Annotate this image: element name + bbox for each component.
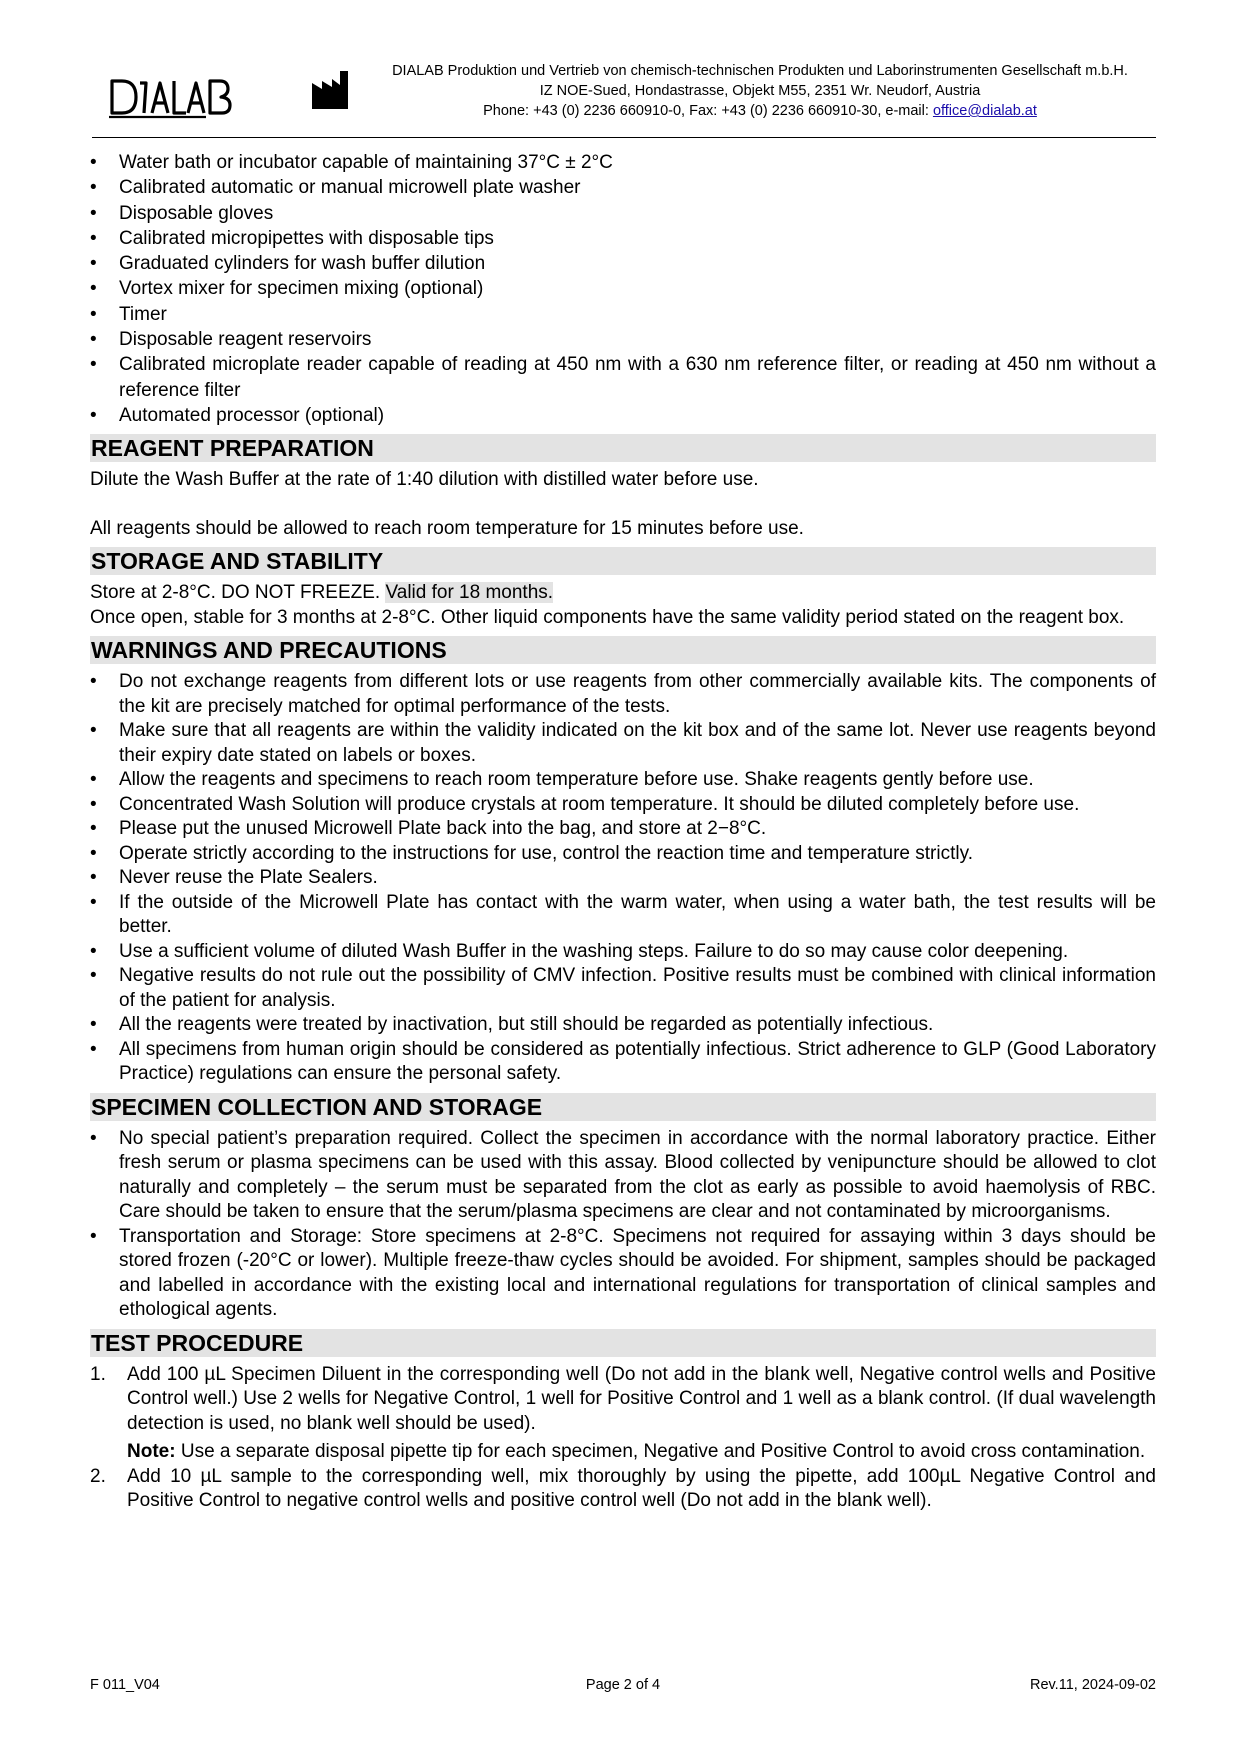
- stability-text: Once open, stable for 3 months at 2-8°C. Other liquid components have the same validity period stated on the reagent box.: [90, 606, 1125, 628]
- company-info: [358, 61, 1162, 121]
- revision: Rev.11, 2024-09-02: [1029, 1677, 1156, 1693]
- procedure-note: [127, 1440, 1156, 1465]
- section-title-reagent-preparation: REAGENT PREPARATION: [90, 434, 1156, 462]
- specimen-item: • Transportation and Storage: Store specimens at 2-8°C. Specimens not required for assaying within 3 days should be stored frozen (-20°C or lower). Multiple freeze-thaw cycles should be avoided. For shipment, samples should be packaged and labelled in accordance with the existing local and international regulations for transportation of clinical samples and ethological agents.: [90, 1225, 1156, 1323]
- equipment-item: • Water bath or incubator capable of maintaining 37°C ± 2°C: [90, 150, 1156, 175]
- equipment-item: • Calibrated micropipettes with disposable tips: [90, 226, 1156, 251]
- storage-condition: Store at 2-8°C. DO NOT FREEZE.: [90, 582, 386, 604]
- warning-item: • Do not exchange reagents from different lots or use reagents from other commercially available kits. The components of the kit are precisely matched for optimal performance of the tests.: [90, 670, 1156, 719]
- warnings-list: [90, 670, 1156, 1087]
- equipment-item: • Timer: [90, 302, 1156, 327]
- warning-item: • Allow the reagents and specimens to reach room temperature before use. Shake reagents gently before use.: [90, 768, 1156, 793]
- company-contact: [358, 101, 1162, 121]
- form-id: F 011_V04: [90, 1677, 160, 1693]
- warning-item: • Make sure that all reagents are within the validity indicated on the kit box and of the same lot. Never use reagents beyond their expiry date stated on labels or boxes.: [90, 719, 1156, 768]
- header-divider: [92, 137, 1156, 138]
- equipment-item: • Calibrated automatic or manual microwell plate washer: [90, 175, 1156, 200]
- reagent-temperature-text: All reagents should be allowed to reach room temperature for 15 minutes before use.: [90, 517, 804, 539]
- step-text: Add 100 µL Specimen Diluent in the corresponding well (Do not add in the blank well, Negative control wells and Positive Control well.) Use 2 wells for Negative Control, 1 well for Positive Control and 1 well as a blank control. (If dual wavelength detection is used, no blank well should be used).: [127, 1363, 1156, 1434]
- step-number: 2.: [90, 1465, 106, 1487]
- section-title-specimen: SPECIMEN COLLECTION AND STORAGE: [90, 1093, 1156, 1121]
- specimen-item: • No special patient’s preparation required. Collect the specimen in accordance with the normal laboratory practice. Either fresh serum or plasma specimens can be used with this assay. Blood collected by venipuncture should be allowed to clot naturally and completely – the serum must be separated from the clot as early as possible to avoid haemolysis of RBC. Care should be taken to ensure that the serum/plasma specimens are clear and not contaminated by microorganisms.: [90, 1127, 1156, 1225]
- contact-phone-fax: Phone: +43 (0) 2236 660910-0, Fax: +43 (0) 2236 660910-30, e-mail:: [483, 103, 933, 119]
- warning-item: • Never reuse the Plate Sealers.: [90, 866, 1156, 891]
- procedure-step: [90, 1465, 1156, 1514]
- storage-text: [90, 581, 1156, 606]
- warning-item: • All the reagents were treated by inactivation, but still should be regarded as potentially infectious.: [90, 1013, 1156, 1038]
- equipment-item: • Disposable reagent reservoirs: [90, 327, 1156, 352]
- validity-highlight: Valid for 18 months.: [385, 582, 554, 604]
- procedure-step: [90, 1363, 1156, 1465]
- procedure-steps: [90, 1363, 1156, 1514]
- warning-item: • All specimens from human origin should be considered as potentially infectious. Strict adherence to GLP (Good Laboratory Practice) regulations can ensure the personal safety.: [90, 1038, 1156, 1087]
- warning-item: • Negative results do not rule out the possibility of CMV infection. Positive results must be combined with clinical information of the patient for analysis.: [90, 964, 1156, 1013]
- reagent-preparation-text: Dilute the Wash Buffer at the rate of 1:40 dilution with distilled water before use.: [90, 469, 759, 491]
- equipment-item: • Graduated cylinders for wash buffer dilution: [90, 251, 1156, 276]
- note-text: Use a separate disposal pipette tip for each specimen, Negative and Positive Control to avoid cross contamination.: [175, 1441, 1146, 1463]
- note-label: Note:: [127, 1441, 176, 1463]
- dialab-logo: [106, 73, 236, 121]
- step-number: 1.: [90, 1363, 106, 1385]
- company-address: IZ NOE-Sued, Hondastrasse, Objekt M55, 2351 Wr. Neudorf, Austria: [539, 83, 981, 99]
- equipment-item: • Disposable gloves: [90, 201, 1156, 226]
- warning-item: • If the outside of the Microwell Plate has contact with the warm water, when using a water bath, the test results will be better.: [90, 891, 1156, 940]
- equipment-list: [90, 150, 1156, 428]
- equipment-item: • Vortex mixer for specimen mixing (optional): [90, 276, 1156, 301]
- step-text: Add 10 µL sample to the corresponding well, mix thoroughly by using the pipette, add 100µL Negative Control and Positive Control to negative control wells and positive control well (Do not add in the blank well).: [127, 1465, 1156, 1512]
- document-body: [90, 150, 1156, 1514]
- company-name: DIALAB Produktion und Vertrieb von chemisch-technischen Produkten und Laborinstrumenten Gesellschaft m.b.H.: [392, 63, 1128, 79]
- equipment-item: • Automated processor (optional): [90, 403, 1156, 428]
- page-number: Page 2 of 4: [585, 1677, 661, 1693]
- manufacturer-icon: [310, 69, 354, 109]
- specimen-list: [90, 1127, 1156, 1323]
- section-title-warnings: WARNINGS AND PRECAUTIONS: [90, 636, 1156, 664]
- section-title-test-procedure: TEST PROCEDURE: [90, 1329, 1156, 1357]
- warning-item: • Concentrated Wash Solution will produce crystals at room temperature. It should be diluted completely before use.: [90, 793, 1156, 818]
- section-title-storage-stability: STORAGE AND STABILITY: [90, 547, 1156, 575]
- page-header: [88, 55, 1158, 135]
- warning-item: • Please put the unused Microwell Plate back into the bag, and store at 2−8°C.: [90, 817, 1156, 842]
- email-link[interactable]: office@dialab.at: [932, 103, 1037, 119]
- warning-item: • Use a sufficient volume of diluted Wash Buffer in the washing steps. Failure to do so may cause color deepening.: [90, 940, 1156, 965]
- warning-item: • Operate strictly according to the instructions for use, control the reaction time and temperature strictly.: [90, 842, 1156, 867]
- equipment-item: • Calibrated microplate reader capable of reading at 450 nm with a 630 nm reference filter, or reading at 450 nm without a reference filter: [90, 352, 1156, 403]
